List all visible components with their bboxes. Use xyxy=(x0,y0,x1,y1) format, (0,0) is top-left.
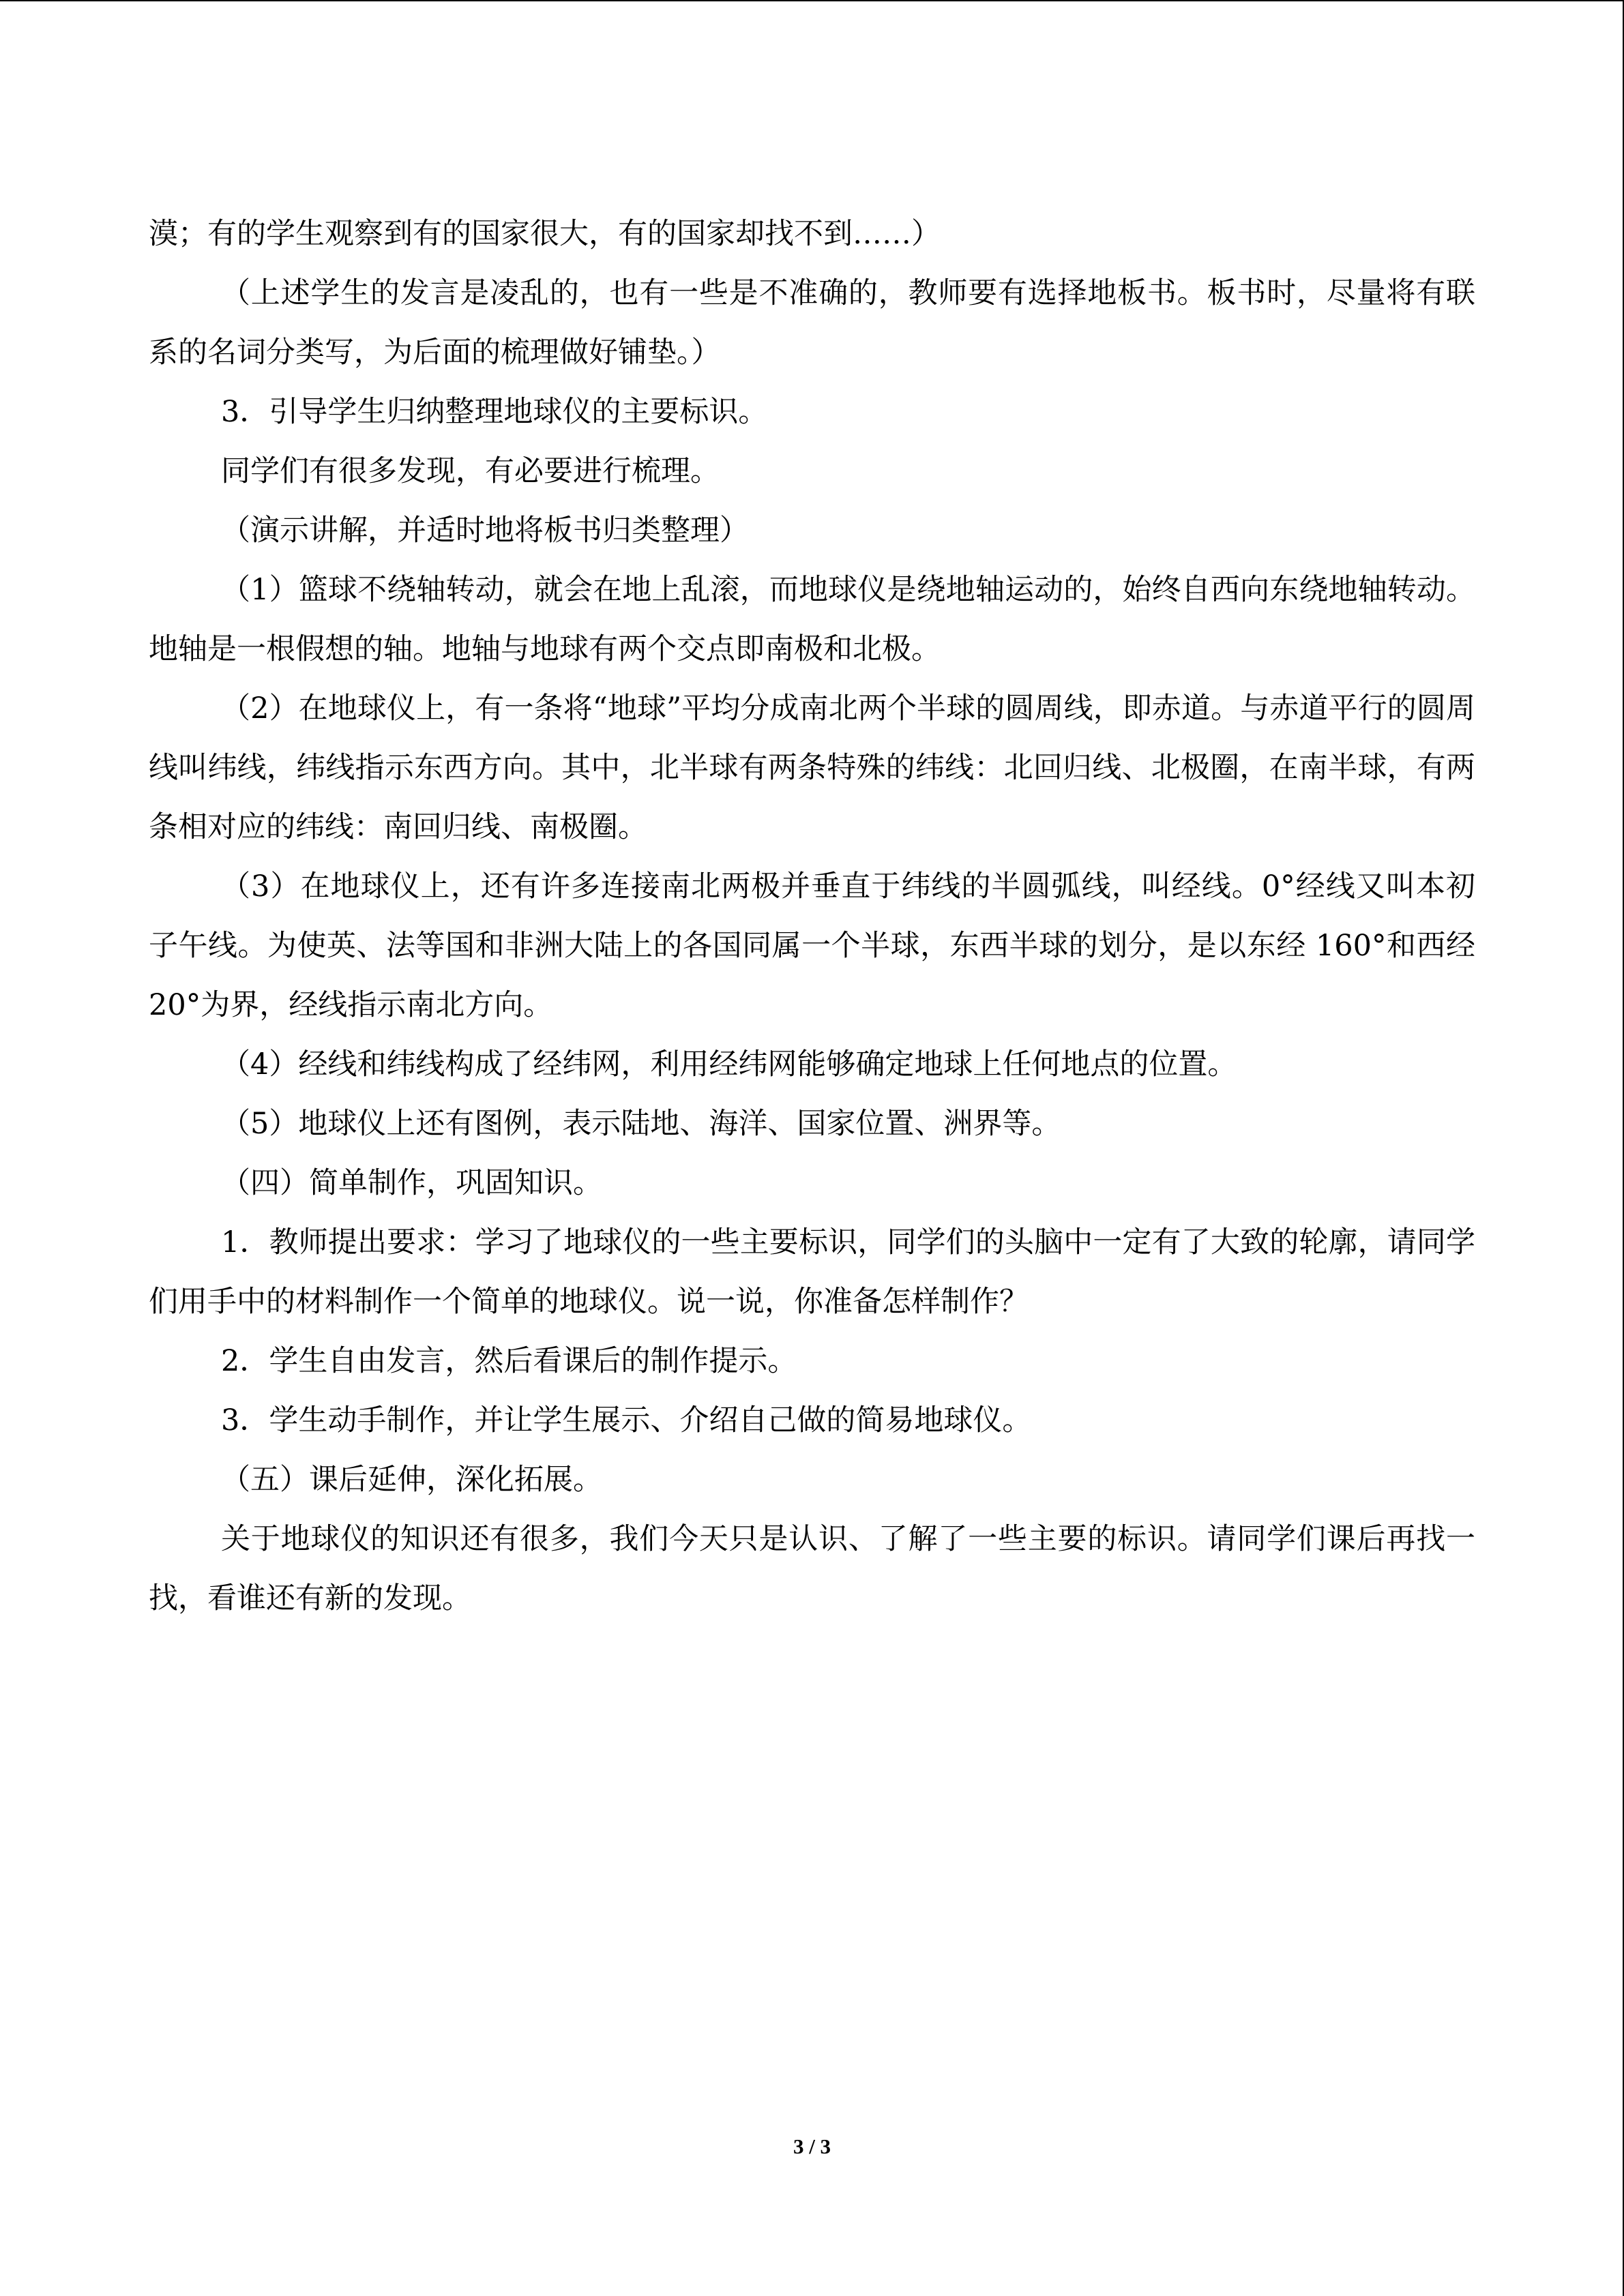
paragraph: 同学们有很多发现，有必要进行梳理。 xyxy=(221,454,720,488)
paragraph: （4）经线和纬线构成了经纬网，利用经纬网能够确定地球上任何地点的位置。 xyxy=(221,1047,1237,1082)
paragraph: 关于地球仪的知识还有很多，我们今天只是认识、了解了一些主要的标识。请同学们课后再找一找，看谁还有新的发现。 xyxy=(149,1522,1475,1615)
paragraph: （2）在地球仪上，有一条将“地球”平均分成南北两个半球的圆周线，即赤道。与赤道平行的圆周线叫纬线，纬线指示东西方向。其中，北半球有两条特殊的纬线：北回归线、北极圈，在南半球，有两条相对应的纬线：南回归线、南极圈。 xyxy=(149,691,1475,844)
paragraph: 2．学生自由发言，然后看课后的制作提示。 xyxy=(221,1344,797,1378)
paragraph: （演示讲解，并适时地将板书归类整理） xyxy=(221,513,749,548)
paragraph: （5）地球仪上还有图例，表示陆地、海洋、国家位置、洲界等。 xyxy=(221,1107,1061,1141)
paragraph: （3）在地球仪上，还有许多连接南北两极并垂直于纬线的半圆弧线，叫经线。0°经线又叫本初子午线。为使英、法等国和非洲大陆上的各国同属一个半球，东西半球的划分，是以东经 160°和西经 20°为界，经线指示南北方向。 xyxy=(149,869,1475,1022)
paragraph: 漠；有的学生观察到有的国家很大，有的国家却找不到……） xyxy=(149,217,941,251)
document-body xyxy=(149,205,1475,1628)
section-heading: （四）简单制作，巩固知识。 xyxy=(221,1166,602,1200)
page-number: 3 / 3 xyxy=(793,2134,831,2158)
paragraph: 3．引导学生归纳整理地球仪的主要标识。 xyxy=(221,395,768,429)
paragraph: 1．教师提出要求：学习了地球仪的一些主要标识，同学们的头脑中一定有了大致的轮廓，请同学们用手中的材料制作一个简单的地球仪。说一说，你准备怎样制作？ xyxy=(149,1225,1475,1319)
paragraph: （1）篮球不绕轴转动，就会在地上乱滚，而地球仪是绕地轴运动的，始终自西向东绕地轴转动。地轴是一根假想的轴。地轴与地球有两个交点即南极和北极。 xyxy=(149,573,1475,666)
paragraph: 3．学生动手制作，并让学生展示、介绍自己做的简易地球仪。 xyxy=(221,1403,1032,1437)
paragraph: （上述学生的发言是凌乱的，也有一些是不准确的，教师要有选择地板书。板书时，尽量将有联系的名词分类写，为后面的梳理做好铺垫。） xyxy=(149,276,1475,370)
section-heading: （五）课后延伸，深化拓展。 xyxy=(221,1463,602,1497)
